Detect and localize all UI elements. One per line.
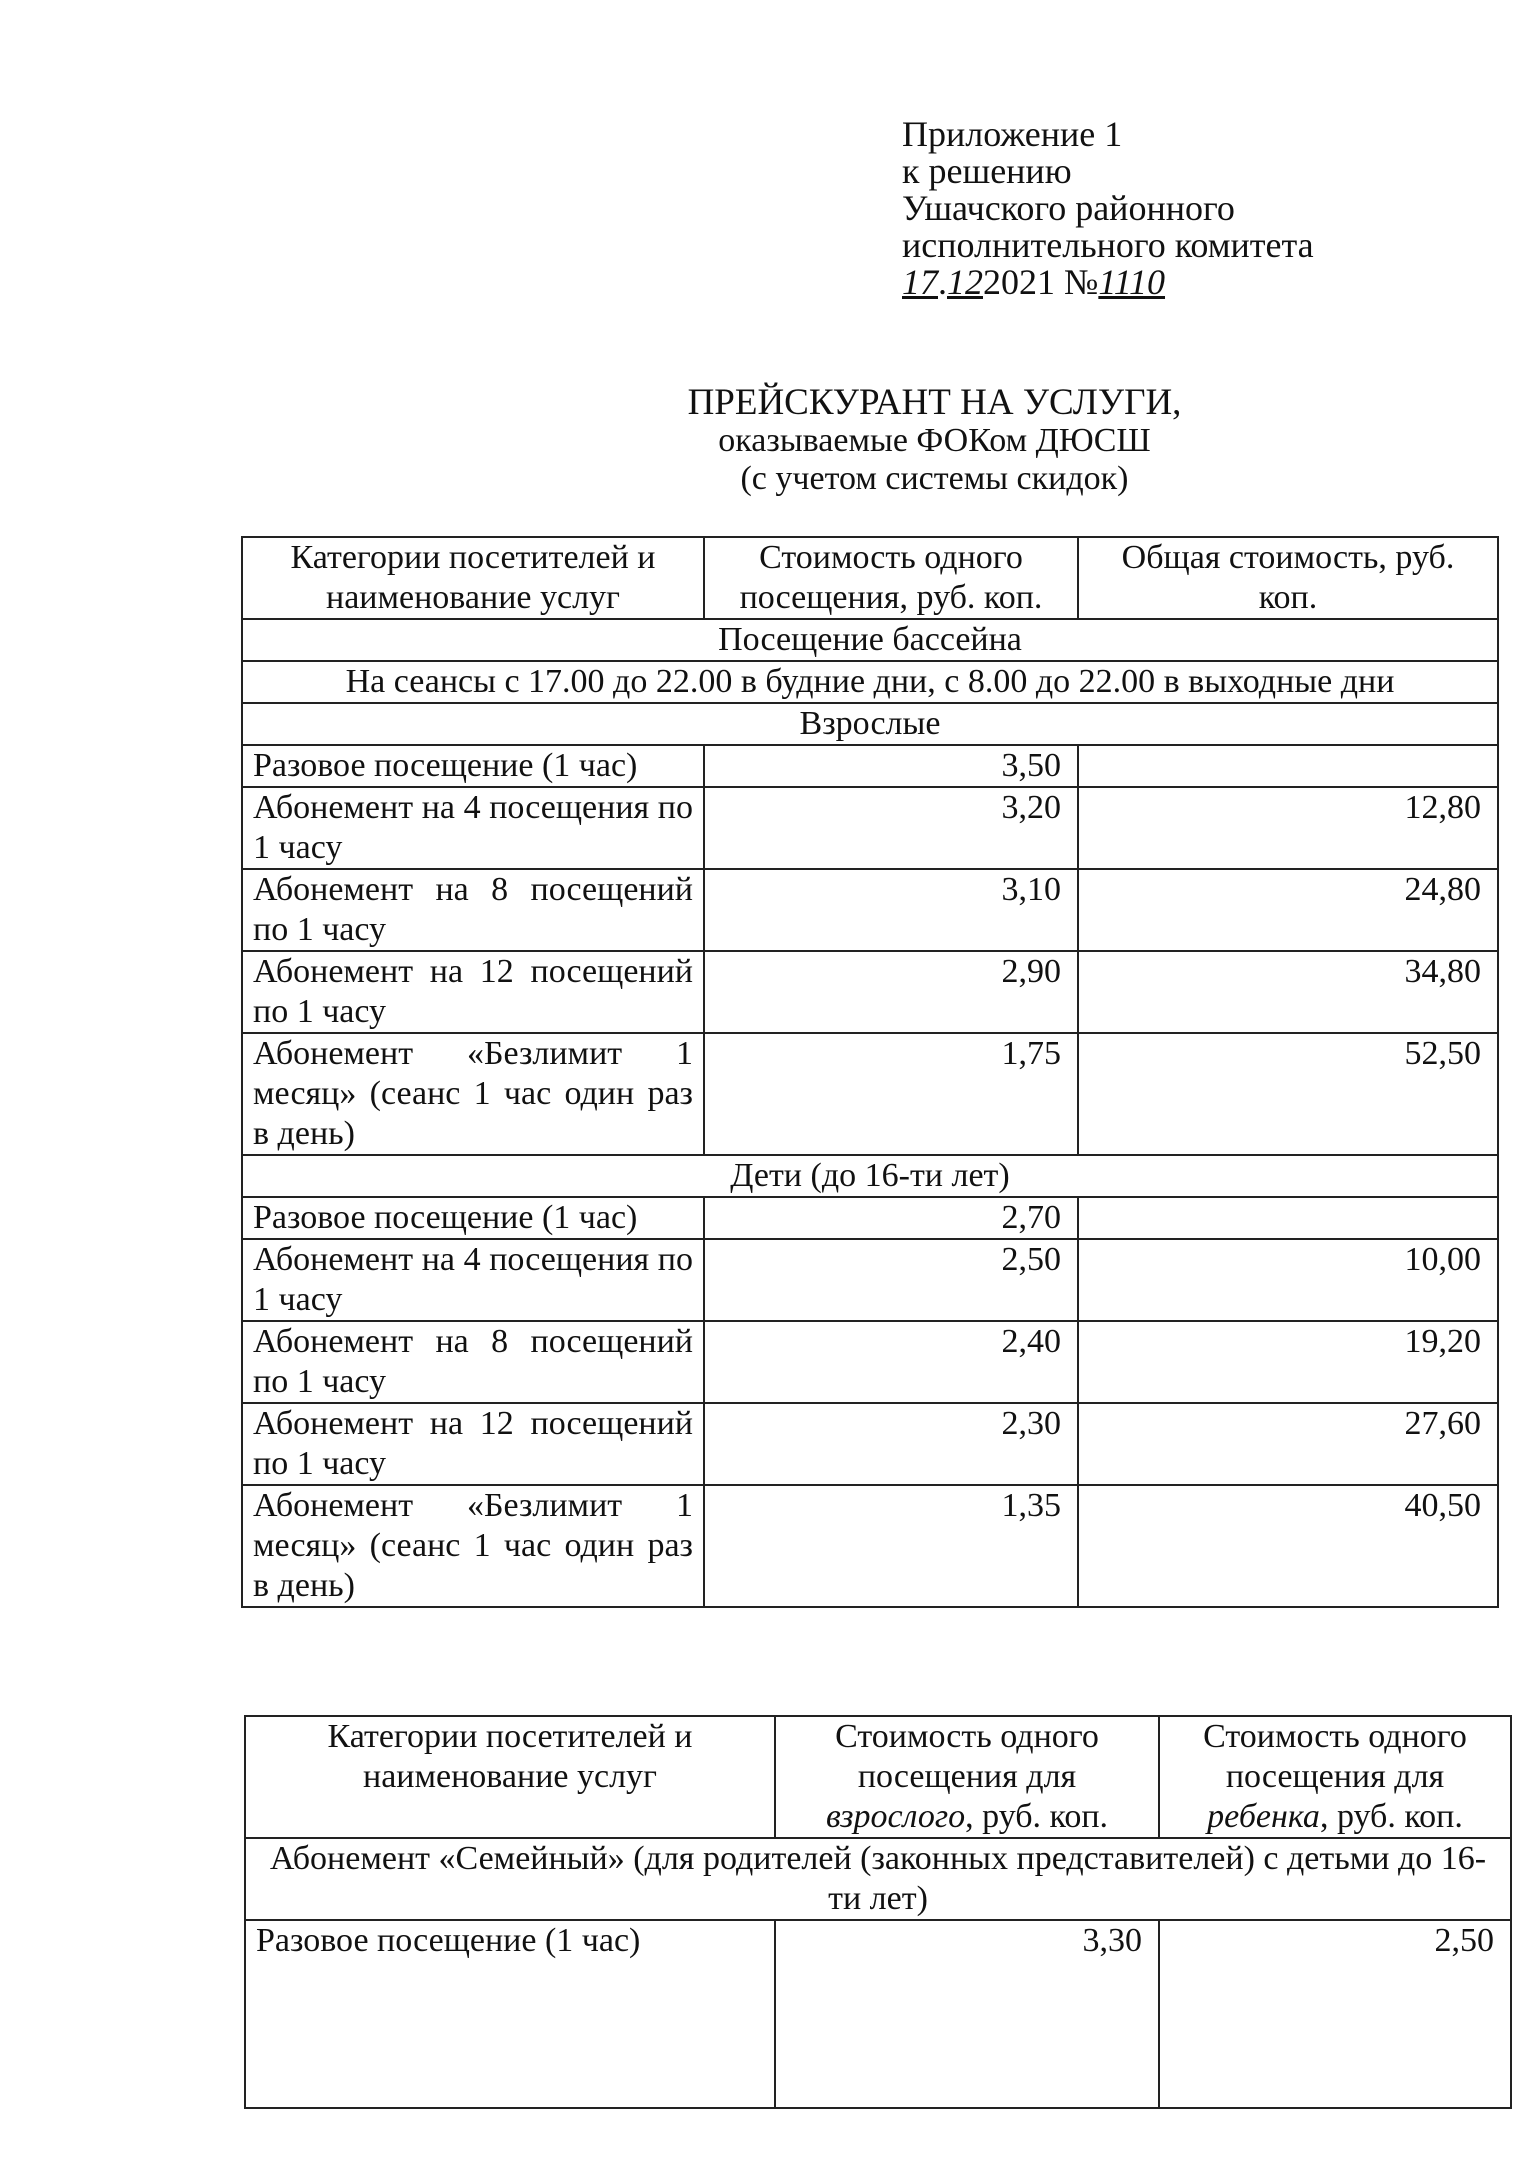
family-header-adult [775,1716,1159,1838]
group-title-adults: Взрослые [242,703,1498,745]
family-header-adult-unit: , руб. коп. [965,1798,1109,1835]
document-heading [0,384,1539,498]
annex-month: 12 [947,262,983,302]
adult-price-cell: 3,30 [775,1920,1159,2108]
header-category: Категории посетителей и наименование услуг [242,537,704,619]
schedule-row [242,661,1498,703]
document-note: (с учетом системы скидок) [740,460,1129,497]
annex-year: 2021 [983,262,1055,302]
table-row [242,1321,1498,1403]
annex-line-executive: исполнительного комитета [902,225,1314,265]
service-cell: Абонемент «Безлимит 1 месяц» (сеанс 1 час один раз в день) [242,1033,704,1155]
annex-title: Приложение 1 [902,114,1123,154]
service-cell: Абонемент на 12 посещений по 1 часу [242,951,704,1033]
child-price-cell: 2,50 [1159,1920,1511,2108]
service-cell: Абонемент на 4 посещения по 1 часу [242,787,704,869]
annex-line-decision: к решению [902,151,1072,191]
annex-line-committee: Ушачского районного [902,188,1235,228]
price-cell: 1,35 [704,1485,1078,1607]
table-header-row [242,537,1498,619]
table-row [242,1403,1498,1485]
family-header-child-unit: , руб. коп. [1319,1798,1463,1835]
document-title: ПРЕЙСКУРАНТ НА УСЛУГИ, [687,382,1182,423]
table-row [242,1033,1498,1155]
total-cell: 19,20 [1078,1321,1498,1403]
document-subtitle: оказываемые ФОКом ДЮСШ [718,422,1151,459]
total-cell: 24,80 [1078,869,1498,951]
total-cell [1078,1197,1498,1239]
header-total: Общая стоимость, руб. коп. [1078,537,1498,619]
section-pool: Посещение бассейна [242,619,1498,661]
annex-date-line [902,264,1314,301]
service-cell: Разовое посещение (1 час) [242,745,704,787]
section-schedule: На сеансы с 17.00 до 22.00 в будние дни, с 8.00 до 22.00 в выходные дни [242,661,1498,703]
group-title-children: Дети (до 16-ти лет) [242,1155,1498,1197]
price-table [241,536,1499,1608]
total-cell [1078,745,1498,787]
price-cell: 3,50 [704,745,1078,787]
family-section-row [245,1838,1511,1920]
price-cell: 3,10 [704,869,1078,951]
annex-block [902,116,1314,301]
family-header-row [245,1716,1511,1838]
family-header-child-text: Стоимость одного посещения для [1203,1718,1467,1795]
price-cell: 2,70 [704,1197,1078,1239]
table-row [242,1239,1498,1321]
service-cell: Абонемент на 12 посещений по 1 часу [242,1403,704,1485]
table-row [242,951,1498,1033]
group-row-adults [242,703,1498,745]
service-cell: Разовое посещение (1 час) [245,1920,775,2108]
price-cell: 2,90 [704,951,1078,1033]
header-price: Стоимость одного посещения, руб. коп. [704,537,1078,619]
service-cell: Разовое посещение (1 час) [242,1197,704,1239]
table-row [242,1485,1498,1607]
table-row [242,1197,1498,1239]
service-cell: Абонемент на 4 посещения по 1 часу [242,1239,704,1321]
service-cell: Абонемент на 8 посещений по 1 часу [242,869,704,951]
annex-number: 1110 [1098,262,1166,302]
price-cell: 2,30 [704,1403,1078,1485]
total-cell: 10,00 [1078,1239,1498,1321]
family-header-child [1159,1716,1511,1838]
section-row [242,619,1498,661]
service-cell: Абонемент «Безлимит 1 месяц» (сеанс 1 час один раз в день) [242,1485,704,1607]
table-row [242,787,1498,869]
table-row [242,869,1498,951]
total-cell: 27,60 [1078,1403,1498,1485]
annex-date-dot: . [938,262,947,302]
service-cell: Абонемент на 8 посещений по 1 часу [242,1321,704,1403]
family-header-adult-text: Стоимость одного посещения для [835,1718,1099,1795]
price-cell: 1,75 [704,1033,1078,1155]
annex-number-label: № [1064,262,1099,302]
family-section: Абонемент «Семейный» (для родителей (законных представителей) с детьми до 16-ти лет) [245,1838,1511,1920]
total-cell: 12,80 [1078,787,1498,869]
annex-day: 17 [902,262,938,302]
price-cell: 2,50 [704,1239,1078,1321]
total-cell: 52,50 [1078,1033,1498,1155]
price-cell: 2,40 [704,1321,1078,1403]
family-price-table [244,1715,1512,2109]
table-row [242,745,1498,787]
total-cell: 40,50 [1078,1485,1498,1607]
family-header-adult-em: взрослого [825,1798,966,1835]
price-cell: 3,20 [704,787,1078,869]
family-header-category: Категории посетителей и наименование услуг [245,1716,775,1838]
total-cell: 34,80 [1078,951,1498,1033]
table-row [245,1920,1511,2108]
group-row-children [242,1155,1498,1197]
family-header-child-em: ребенка [1207,1798,1320,1835]
